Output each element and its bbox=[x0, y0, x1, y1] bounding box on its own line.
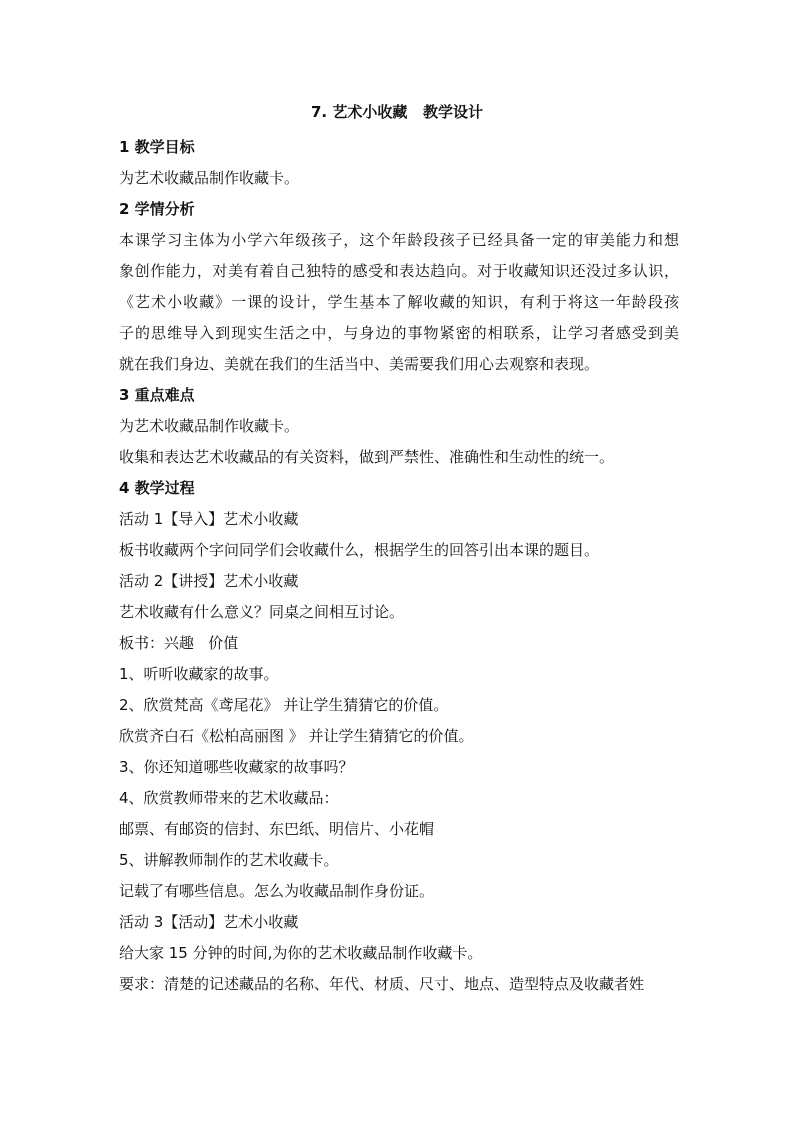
process-line: 给大家 15 分钟的时间,为你的艺术收藏品制作收藏卡。 bbox=[119, 944, 483, 962]
process-line: 2、欣赏梵高《鸢尾花》 并让学生猜猜它的价值。 bbox=[119, 696, 449, 714]
section-heading-process: 4 教学过程 bbox=[119, 479, 195, 497]
process-line: 活动 3【活动】艺术小收藏 bbox=[119, 913, 299, 931]
analysis-line: 本课学习主体为小学六年级孩子，这个年龄段孩子已经具备一定的审美能力和想 bbox=[119, 231, 679, 249]
process-line: 邮票、有邮资的信封、东巴纸、明信片、小花帽 bbox=[119, 820, 435, 838]
keypoints-line: 收集和表达艺术收藏品的有关资料，做到严禁性、准确性和生动性的统一。 bbox=[119, 448, 615, 466]
process-line: 活动 1【导入】艺术小收藏 bbox=[119, 510, 299, 528]
section-heading-keypoints: 3 重点难点 bbox=[119, 386, 195, 404]
analysis-line: 子的思维导入到现实生活之中，与身边的事物紧密的相联系，让学习者感受到美 bbox=[119, 324, 679, 342]
process-line: 板书收藏两个字问同学们会收藏什么，根据学生的回答引出本课的题目。 bbox=[119, 541, 600, 559]
document-body bbox=[119, 132, 679, 1000]
analysis-line: 《艺术小收藏》一课的设计，学生基本了解收藏的知识，有利于将这一年龄段孩 bbox=[119, 293, 679, 311]
document-title: 7. 艺术小收藏 教学设计 bbox=[310, 103, 484, 121]
process-line: 1、听听收藏家的故事。 bbox=[119, 665, 279, 683]
process-line: 欣赏齐白石《松柏高丽图 》 并让学生猜猜它的价值。 bbox=[119, 727, 474, 745]
section-heading-analysis: 2 学情分析 bbox=[119, 200, 195, 218]
analysis-paragraph bbox=[119, 225, 679, 380]
process-line: 活动 2【讲授】艺术小收藏 bbox=[119, 572, 299, 590]
process-line: 5、讲解教师制作的艺术收藏卡。 bbox=[119, 851, 339, 869]
analysis-line: 象创作能力，对美有着自己独特的感受和表达趋向。对于收藏知识还没过多认识， bbox=[119, 262, 679, 280]
analysis-line: 就在我们身边、美就在我们的生活当中、美需要我们用心去观察和表现。 bbox=[119, 355, 600, 373]
process-line: 要求：清楚的记述藏品的名称、年代、材质、尺寸、地点、造型特点及收藏者姓 bbox=[119, 975, 645, 993]
section-heading-objective: 1 教学目标 bbox=[119, 138, 195, 156]
objective-text: 为艺术收藏品制作收藏卡。 bbox=[119, 169, 300, 187]
process-line: 板书：兴趣 价值 bbox=[119, 634, 239, 652]
process-line: 3、你还知道哪些收藏家的故事吗？ bbox=[119, 758, 354, 776]
process-line: 记载了有哪些信息。怎么为收藏品制作身份证。 bbox=[119, 882, 435, 900]
process-line: 艺术收藏有什么意义？同桌之间相互讨论。 bbox=[119, 603, 405, 621]
process-line: 4、欣赏教师带来的艺术收藏品： bbox=[119, 789, 339, 807]
keypoints-line: 为艺术收藏品制作收藏卡。 bbox=[119, 417, 300, 435]
